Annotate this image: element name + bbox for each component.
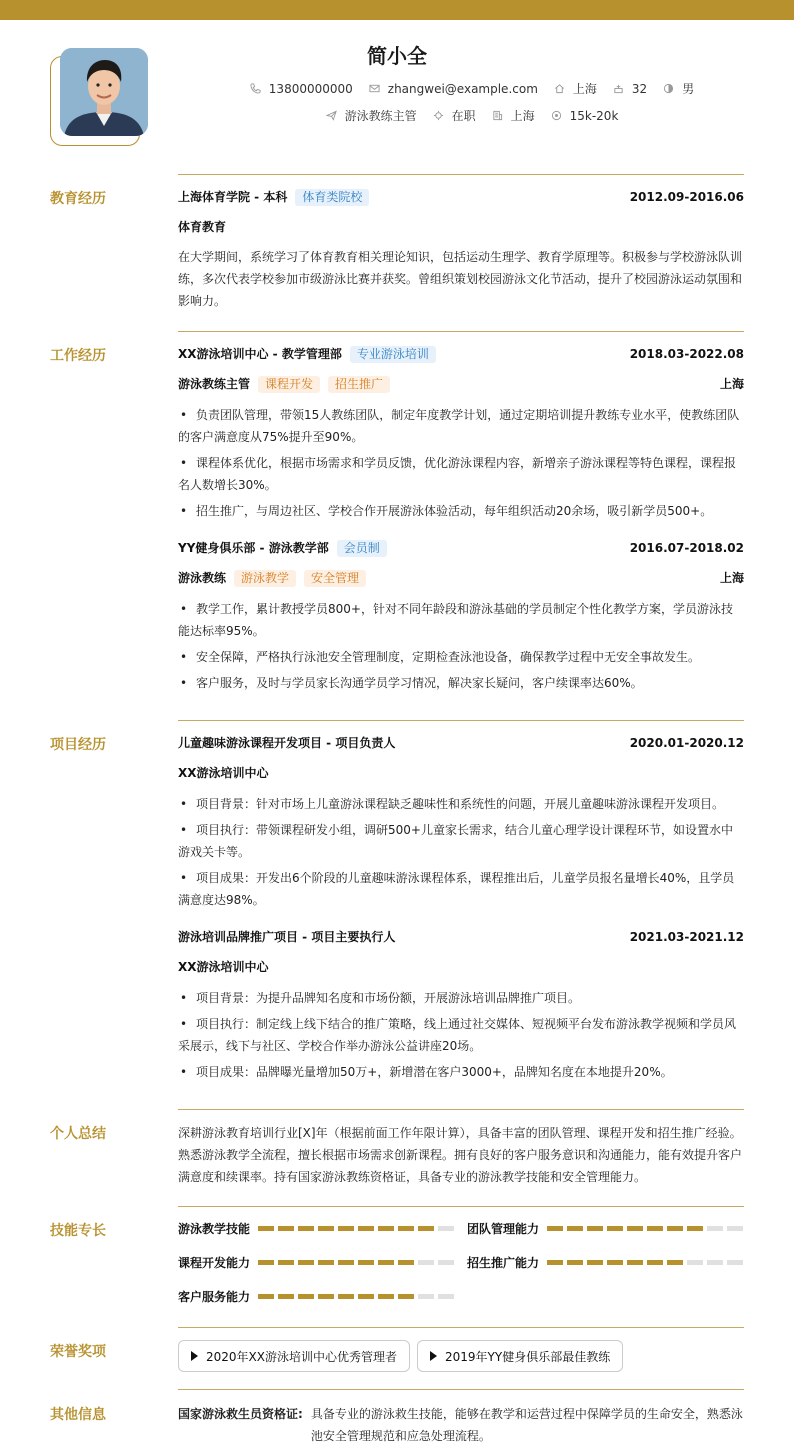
status-icon — [433, 110, 444, 121]
skill-level-segment — [378, 1260, 394, 1265]
project-1-date: 2020.01-2020.12 — [629, 736, 744, 750]
skill-level-segment — [707, 1260, 723, 1265]
work-1-bullet-1: • 负责团队管理，带领15人教练团队，制定年度教学计划，通过定期培训提升教练专业水平，使教练团队的客户满意度从75%提升至90%。 — [178, 408, 740, 444]
project-1-org: XX游泳培训中心 — [178, 766, 269, 780]
work-2-bullet-1: • 教学工作，累计教授学员800+，针对不同年龄段和游泳基础的学员制定个性化教学方案，学员游泳技能达标率95%。 — [178, 602, 733, 638]
work-1-company: XX游泳培训中心 - 教学管理部 — [178, 347, 342, 361]
work-2-role-tag-1: 游泳教学 — [234, 570, 296, 587]
work-1-role: 游泳教练主管 — [178, 377, 251, 391]
honor-2-text: 2019年YY健身俱乐部最佳教练 — [445, 1349, 611, 1364]
mail-icon — [369, 83, 380, 94]
other-text: 具备专业的游泳救生技能，能够在教学和运营过程中保障学员的生命安全，熟悉泳池安全管理规范和应急处理流程。 — [310, 1407, 743, 1443]
project-2-bullet-3: • 项目成果：品牌曝光量增加50万+，新增潜在客户3000+，品牌知名度在本地提升20%。 — [180, 1065, 673, 1079]
work-1-bullet-2: • 课程体系优化，根据市场需求和学员反馈，优化游泳课程内容，新增亲子游泳课程等特色课程，课程报名人数增长30%。 — [178, 456, 737, 492]
gender-icon — [663, 83, 674, 94]
other-info — [178, 1403, 744, 1447]
project-1-bullet-2-text: 项目执行：带领课程研发小组，调研500+儿童家长需求，结合儿童心理学设计课程环节，如设置水中游戏关卡等。 — [178, 823, 733, 859]
summary-divider — [178, 1109, 744, 1110]
work-1-date: 2018.03-2022.08 — [629, 347, 744, 361]
education-date: 2012.09-2016.06 — [629, 190, 744, 204]
skill-level-segment — [418, 1294, 434, 1299]
project-1-bullet-3-text: 项目成果：开发出6个阶段的儿童趣味游泳课程体系，课程推出后，儿童学员报名量增长40%，且学员满意度达98%。 — [178, 871, 735, 907]
education-major-row — [178, 218, 744, 236]
skill-level-segment — [318, 1226, 334, 1231]
skill-level-segment — [338, 1226, 354, 1231]
skill-level-segment — [338, 1294, 354, 1299]
skill-level-bar — [258, 1226, 458, 1231]
skill-level-segment — [338, 1260, 354, 1265]
age-item — [613, 82, 647, 96]
work-1-city: 上海 — [719, 377, 744, 391]
city-text: 上海 — [572, 82, 597, 96]
play-triangle-icon — [191, 1351, 198, 1361]
skill-level-bar — [547, 1226, 747, 1231]
project-2-org-row — [178, 958, 744, 976]
skill-level-segment — [667, 1226, 683, 1231]
skill-level-segment — [687, 1226, 703, 1231]
gender-text: 男 — [682, 82, 695, 96]
work-2-role-row — [178, 569, 744, 587]
skill-level-segment — [707, 1226, 723, 1231]
project-1-bullet-3: • 项目成果：开发出6个阶段的儿童趣味游泳课程体系，课程推出后，儿童学员报名量增长40%，且学员满意度达98%。 — [178, 871, 735, 907]
project-section-title: 项目经历 — [50, 737, 106, 753]
honors-section-title: 荣誉奖项 — [50, 1344, 106, 1360]
work-2-bullet-1-text: 教学工作，累计教授学员800+，针对不同年龄段和游泳基础的学员制定个性化教学方案，学员游泳技能达标率95%。 — [178, 602, 733, 638]
work-1-bullet-3-text: 招生推广，与周边社区、学校合作开展游泳体验活动，每年组织活动20余场，吸引新学员500+。 — [196, 504, 713, 518]
skill-level-segment — [258, 1260, 274, 1265]
skill-level-segment — [318, 1260, 334, 1265]
project-1-header — [178, 734, 744, 752]
education-major: 体育教育 — [178, 220, 227, 234]
skill-name: 招生推广能力 — [467, 1256, 540, 1270]
other-label: 国家游泳救生员资格证: — [178, 1407, 303, 1421]
skill-item — [178, 1288, 458, 1305]
project-2-bullet-2: • 项目执行：制定线上线下结合的推广策略，线上通过社交媒体、短视频平台发布游泳教学视频和学员风采展示，线下与社区、学校合作举办游泳公益讲座20场。 — [178, 1017, 737, 1053]
work-2-bullet-3-text: 客户服务，及时与学员家长沟通学员学习情况，解决家长疑问，客户续课率达60%。 — [196, 676, 643, 690]
education-section-title: 教育经历 — [50, 191, 106, 207]
skills-divider — [178, 1206, 744, 1207]
phone-icon — [250, 83, 261, 94]
skill-level-bar — [258, 1294, 458, 1299]
skill-level-segment — [607, 1226, 623, 1231]
candidate-name: 简小全 — [367, 44, 427, 68]
top-accent-bar — [0, 0, 794, 20]
project-2-title: 游泳培训品牌推广项目 - 项目主要执行人 — [178, 930, 396, 944]
education-header — [178, 188, 744, 206]
position-text: 游泳教练主管 — [344, 109, 417, 123]
skill-level-segment — [398, 1260, 414, 1265]
skill-level-segment — [358, 1294, 374, 1299]
skill-level-bar — [258, 1260, 458, 1265]
skill-name: 游泳教学技能 — [178, 1222, 251, 1236]
skill-item — [467, 1220, 747, 1237]
project-1-bullet-1-text: 项目背景：针对市场上儿童游泳课程缺乏趣味性和系统性的问题，开展儿童趣味游泳课程开发项目。 — [196, 797, 725, 811]
education-school: 上海体育学院 - 本科 — [178, 190, 288, 204]
skill-level-segment — [627, 1226, 643, 1231]
work-2-bullet-3: • 客户服务，及时与学员家长沟通学员学习情况，解决家长疑问，客户续课率达60%。 — [180, 676, 643, 690]
skill-level-segment — [398, 1294, 414, 1299]
send-icon — [326, 110, 337, 121]
city-item — [554, 80, 597, 97]
skill-level-segment — [318, 1294, 334, 1299]
education-desc: 在大学期间，系统学习了体育教育相关理论知识，包括运动生理学、教育学原理等。积极参与学校游泳队训练，多次代表学校参加市级游泳比赛并获奖。曾组织策划校园游泳文化节活动，提升了校园游泳运动氛围和影响力。 — [178, 250, 743, 308]
education-divider — [178, 174, 744, 175]
skill-item — [178, 1254, 458, 1271]
skill-level-segment — [278, 1294, 294, 1299]
skill-level-segment — [298, 1294, 314, 1299]
project-divider — [178, 720, 744, 721]
skill-level-segment — [667, 1260, 683, 1265]
skill-level-segment — [258, 1226, 274, 1231]
honor-badge-1 — [178, 1340, 410, 1372]
position-item — [326, 107, 417, 124]
skill-level-segment — [567, 1260, 583, 1265]
project-1-bullet-1: • 项目背景：针对市场上儿童游泳课程缺乏趣味性和系统性的问题，开展儿童趣味游泳课程开发项目。 — [180, 797, 725, 811]
skill-name: 团队管理能力 — [467, 1222, 540, 1236]
project-1-title: 儿童趣味游泳课程开发项目 - 项目负责人 — [178, 736, 396, 750]
skill-level-segment — [398, 1226, 414, 1231]
skill-level-bar — [547, 1260, 747, 1265]
skill-name: 客户服务能力 — [178, 1290, 251, 1304]
skill-level-segment — [627, 1260, 643, 1265]
skill-level-segment — [358, 1260, 374, 1265]
cake-icon — [613, 83, 624, 94]
work-2-header — [178, 539, 744, 557]
skill-level-segment — [298, 1226, 314, 1231]
work-1-role-row — [178, 375, 744, 393]
project-1-bullet-2: • 项目执行：带领课程研发小组，调研500+儿童家长需求，结合儿童心理学设计课程环节，如设置水中游戏关卡等。 — [178, 823, 733, 859]
honors-divider — [178, 1327, 744, 1328]
skill-level-segment — [727, 1260, 743, 1265]
skill-level-segment — [418, 1260, 434, 1265]
work-1-bullet-1-text: 负责团队管理，带领15人教练团队，制定年度教学计划，通过定期培训提升教练专业水平，使教练团队的客户满意度从75%提升至90%。 — [178, 408, 740, 444]
project-2-bullet-2-text: 项目执行：制定线上线下结合的推广策略，线上通过社交媒体、短视频平台发布游泳教学视频和学员风采展示，线下与社区、学校合作举办游泳公益讲座20场。 — [178, 1017, 737, 1053]
skill-level-segment — [278, 1260, 294, 1265]
skill-level-segment — [378, 1226, 394, 1231]
job-intent-row — [150, 107, 794, 124]
skill-name: 课程开发能力 — [178, 1256, 251, 1270]
status-text: 在职 — [451, 109, 476, 123]
other-section-title: 其他信息 — [50, 1407, 106, 1423]
skill-level-segment — [298, 1260, 314, 1265]
work-1-role-tag-2: 招生推广 — [328, 376, 390, 393]
work-2-company: YY健身俱乐部 - 游泳教学部 — [178, 541, 329, 555]
honor-badge-2 — [417, 1340, 623, 1372]
skill-item — [178, 1220, 458, 1237]
skill-level-segment — [438, 1260, 454, 1265]
work-city-item — [492, 107, 535, 124]
email-text: zhangwei@example.com — [387, 81, 538, 96]
skill-level-segment — [647, 1260, 663, 1265]
contact-row — [150, 80, 794, 97]
salary-text: 15k-20k — [569, 108, 619, 123]
work-2-role: 游泳教练 — [178, 571, 227, 585]
work-2-role-tag-2: 安全管理 — [304, 570, 366, 587]
work-2-bullet-2: • 安全保障，严格执行泳池安全管理制度，定期检查泳池设备，确保教学过程中无安全事故发生。 — [180, 650, 701, 664]
skill-level-segment — [358, 1226, 374, 1231]
education-tag: 体育类院校 — [295, 189, 369, 206]
salary-icon — [551, 110, 562, 121]
project-2-org: XX游泳培训中心 — [178, 960, 269, 974]
work-2-city: 上海 — [719, 571, 744, 585]
skill-level-segment — [727, 1226, 743, 1231]
work-1-role-tag-1: 课程开发 — [258, 376, 320, 393]
skill-level-segment — [418, 1226, 434, 1231]
skill-level-segment — [438, 1226, 454, 1231]
skill-level-segment — [687, 1260, 703, 1265]
skill-item — [467, 1254, 747, 1271]
project-2-date: 2021.03-2021.12 — [629, 930, 744, 944]
salary-item — [551, 109, 619, 123]
work-2-bullet-2-text: 安全保障，严格执行泳池安全管理制度，定期检查泳池设备，确保教学过程中无安全事故发生。 — [196, 650, 701, 664]
work-city-text: 上海 — [510, 109, 535, 123]
skill-level-segment — [587, 1260, 603, 1265]
skill-level-segment — [587, 1226, 603, 1231]
project-2-bullet-1-text: 项目背景：为提升品牌知名度和市场份额，开展游泳培训品牌推广项目。 — [196, 991, 581, 1005]
skill-level-segment — [567, 1226, 583, 1231]
work-divider — [178, 331, 744, 332]
skill-level-segment — [647, 1226, 663, 1231]
building-icon — [492, 110, 503, 121]
phone-text: 13800000000 — [268, 81, 353, 96]
work-section-title: 工作经历 — [50, 348, 106, 364]
skills-section-title: 技能专长 — [50, 1223, 106, 1239]
gender-item — [663, 80, 694, 97]
status-item — [433, 107, 476, 124]
home-icon — [554, 83, 565, 94]
project-2-header — [178, 928, 744, 946]
email-item — [369, 82, 538, 96]
skill-level-segment — [547, 1260, 563, 1265]
work-2-date: 2016.07-2018.02 — [629, 541, 744, 555]
project-2-bullet-1: • 项目背景：为提升品牌知名度和市场份额，开展游泳培训品牌推广项目。 — [180, 991, 581, 1005]
project-2-bullet-3-text: 项目成果：品牌曝光量增加50万+，新增潜在客户3000+，品牌知名度在本地提升20%。 — [196, 1065, 673, 1079]
honor-1-text: 2020年XX游泳培训中心优秀管理者 — [206, 1349, 397, 1364]
work-1-header — [178, 345, 744, 363]
work-2-tag: 会员制 — [337, 540, 387, 557]
skill-level-segment — [278, 1226, 294, 1231]
skill-level-segment — [607, 1260, 623, 1265]
work-1-bullet-2-text: 课程体系优化，根据市场需求和学员反馈，优化游泳课程内容，新增亲子游泳课程等特色课程，课程报名人数增长30%。 — [178, 456, 737, 492]
skill-level-segment — [547, 1226, 563, 1231]
skill-level-segment — [258, 1294, 274, 1299]
age-text: 32 — [631, 81, 648, 96]
work-1-bullet-3: • 招生推广，与周边社区、学校合作开展游泳体验活动，每年组织活动20余场，吸引新学员500+。 — [180, 504, 713, 518]
skill-level-segment — [378, 1294, 394, 1299]
other-divider — [178, 1389, 744, 1390]
phone-item — [250, 82, 353, 96]
skill-level-segment — [438, 1294, 454, 1299]
project-1-org-row — [178, 764, 744, 782]
summary-text: 深耕游泳教育培训行业[X]年（根据前面工作年限计算），具备丰富的团队管理、课程开发和招生推广经验。熟悉游泳教学全流程，擅长根据市场需求创新课程。拥有良好的客户服务意识和沟通能力，能有效提升客户满意度和续课率。持有国家游泳教练资格证，具备专业的游泳教学技能和安全管理能力。 — [178, 1126, 743, 1184]
work-1-tag: 专业游泳培训 — [350, 346, 436, 363]
summary-section-title: 个人总结 — [50, 1126, 106, 1142]
play-triangle-icon — [430, 1351, 437, 1361]
